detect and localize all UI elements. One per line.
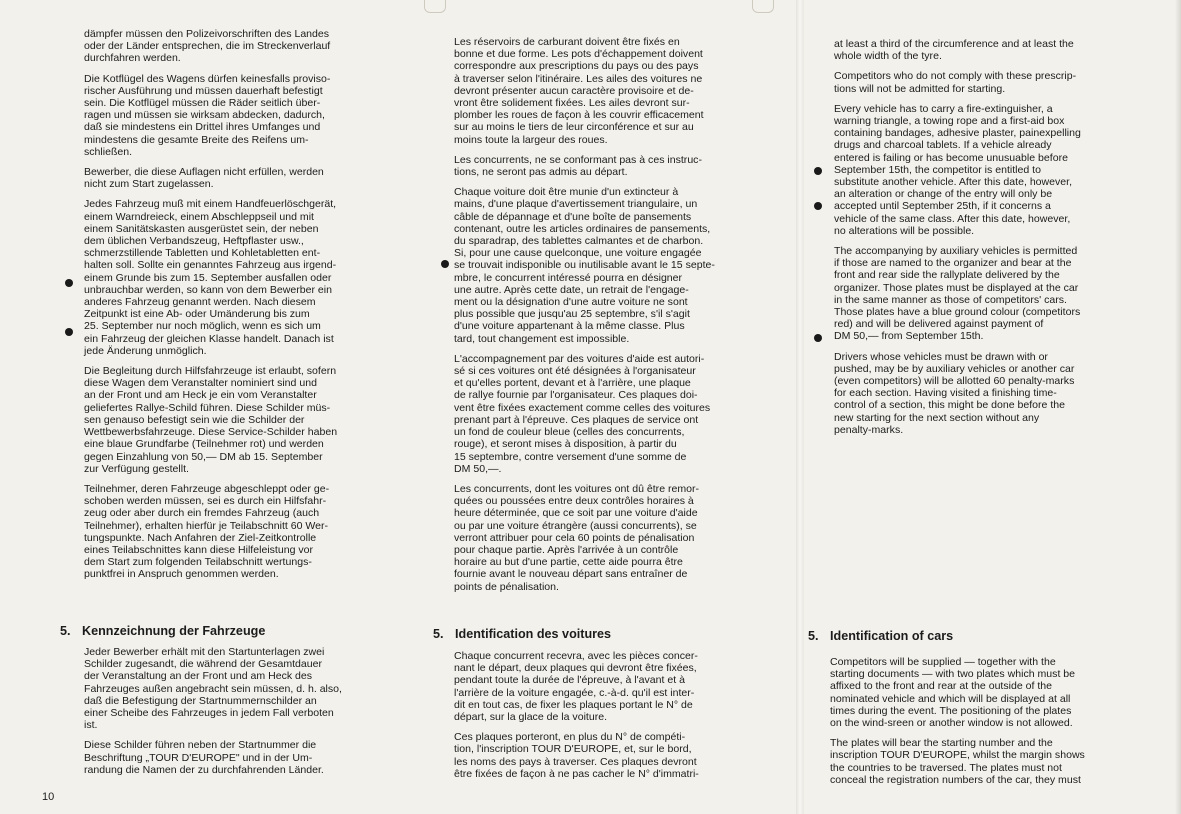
paragraph: Diese Schilder führen neben der Startnummer die Beschriftung „TOUR D'EUROPE" und in der Um- randung die Namen der zu durchfahrenden Länder.	[84, 739, 324, 776]
paragraph: Teilnehmer, deren Fahrzeuge abgeschleppt oder ge- schoben werden müssen, sei es durch ein Hilfsfahr- zeug oder aber durch ein fremdes Fahrzeug (auch Teilnehmer), erhalten hierfür je Teilabschnitt 60 Wer- tungspunkte. Nach Anfahren der Ziel-Zeitkontrolle eines Teilabschnittes kann diese Hilfeleistung vor dem Start zum folgenden Teilabschnitt wertungs- punktfrei in Anspruch genommen werden.	[84, 482, 330, 581]
paragraph: Die Begleitung durch Hilfsfahrzeuge ist erlaubt, sofern diese Wagen dem Veranstalter nominiert sind und an der Front und am Heck je ein vom Veranstalter geliefertes Rallye-Schild führen. Diese Schilder müs- sen genauso befestigt sein wie die Schilder der Wettbewerbsfahrzeuge. Diese Service-Schilder haben eine blaue Grundfarbe (Teilnehmer rot) und werden gegen Einzahlung von 50,— DM ab 15. September zur Verfügung gestellt.	[84, 365, 338, 475]
paragraph: at least a third of the circumference and at least the whole width of the tyre.	[834, 38, 1074, 63]
heading-text: Identification des voitures	[455, 627, 612, 641]
binding-mark	[752, 0, 774, 13]
paragraph: Chaque concurrent recevra, avec les pièces concer- nant le départ, deux plaques qui devront être fixées, pendant toute la durée de l'épreuve, à l'avant et à l'arrière de la voiture engagée, c.-à-d. qu'il est inter- dit en tout cas, de fixer les plaques portant le N° de départ, sur la glace de la voiture.	[454, 650, 698, 724]
english-section-heading	[808, 629, 953, 644]
paragraph: Die Kotflügel des Wagens dürfen keinesfalls proviso- rischer Ausführung und müssen dauerhaft befestigt sein. Die Kotflügel müssen die Räder seitlich über- ragen und müssen sie wirksam abdecken, dadurch, daß sie mindestens ein Drittel ihres Umfanges und mindestens die gesamte Breite des Reifens um- schließen.	[84, 72, 331, 158]
german-section-body	[84, 646, 390, 784]
english-section-body	[830, 656, 1136, 794]
paragraph: Jeder Bewerber erhält mit den Startunterlagen zwei Schilder zugesandt, die während der Gesamtdauer der Veranstaltung an der Front und am Heck des Fahrzeuges außen angebracht sein müssen, d. h. also, daß die Befestigung der Startnummernschilder an einer Scheibe des Fahrzeuges in jedem Fall verboten ist.	[84, 646, 342, 732]
heading-number: 5.	[808, 629, 819, 643]
page-number: 10	[42, 791, 55, 803]
paragraph: Les concurrents, dont les voitures ont dû être remor- quées ou poussées entre deux contrôles horaires à heure déterminée, que ce soit par une voiture d'aide ou par une voiture étrangère (aussi concurrents), se verront attribuer pour cela 60 points de pénalisation pour chaque partie. Après l'arrivée à un contrôle horaire au but d'une partie, cette aide pourra être fournie avant le nouveau départ sans entraîner de points de pénalisation.	[454, 482, 700, 593]
page-gutter	[796, 0, 804, 814]
paragraph: Les réservoirs de carburant doivent être fixés en bonne et due forme. Les pots d'échappement doivent correspondre aux prescriptions du pays ou des pays à traverser selon l'itinéraire. Les ailes des voitures ne devront présenter aucun caractère provisoire et de- vront être solidement fixées. Les ailes devront sur- plomber les roues de façon à les couvrir efficacement sur au moins le tiers de leur circonférence et sur au moins toute la largeur des roues.	[454, 36, 704, 146]
paragraph: Every vehicle has to carry a fire-extinguisher, a warning triangle, a towing rope and a first-aid box containing bandages, adhesive plaster, painexpelling drugs and charcoal tablets. If a vehicle already entered is failing or has become unusuable before September 15th, the competitor is entitled to substitute another vehicle. After this date, however, an alteration or change of the entry will only be accepted until September 25th, if it concerns a vehicle of the same class. After this date, however, no alterations will be possible.	[834, 102, 1081, 237]
paragraph: Drivers whose vehicles must be drawn with or pushed, may be by auxiliary vehicles or another car (even competitors) will be allotted 60 penalty-marks for each section. Having visited a finishing time- control of a section, this might be done before the new starting for the next section without any penalty-marks.	[834, 350, 1075, 436]
binding-mark	[424, 0, 446, 13]
page-edge	[1175, 0, 1181, 814]
heading-number: 5.	[60, 624, 71, 638]
english-column	[834, 38, 1140, 444]
margin-bullet-icon	[814, 202, 822, 210]
margin-bullet-icon	[65, 279, 73, 287]
french-column	[454, 36, 770, 601]
french-section-body	[454, 650, 770, 788]
paragraph: Jedes Fahrzeug muß mit einem Handfeuerlöschgerät, einem Warndreieck, einem Abschleppseil und mit einem Sanitätskasten ausgerüstet sein, der neben dem üblichen Verbandszeug, Heftpflaster usw., schmerzstillende Tabletten und Kohletabletten ent- halten soll. Sollte ein genanntes Fahrzeug aus irgend- einem Grunde bis zum 15. September ausfallen oder unbrauchbar werden, so kann von dem Bewerber ein anderes Fahrzeug genannt werden. Nach diesem Zeitpunkt ist eine Ab- oder Umänderung bis zum 25. September nur noch möglich, wenn es sich um ein Fahrzeug der gleichen Klasse handelt. Danach ist jede Änderung unmöglich.	[84, 198, 337, 357]
german-column	[84, 28, 390, 589]
paragraph: Ces plaques porteront, en plus du N° de compéti- tion, l'inscription TOUR D'EUROPE, et, sur le bord, les noms des pays à traverser. Ces plaques devront être fixées de façon à ne pas cacher le N° d'immatri-	[454, 731, 699, 780]
heading-text: Kennzeichnung der Fahrzeuge	[82, 624, 266, 638]
paragraph: dämpfer müssen den Polizeivorschriften des Landes oder der Länder entsprechen, die im Streckenverlauf durchfahren werden.	[84, 28, 331, 65]
heading-number: 5.	[433, 627, 444, 641]
paragraph: The accompanying by auxiliary vehicles is permitted if those are named to the organizer and bear at the front and rear side the rallyplate delivered by the organizer. Those plates must be displayed at the car in the same manner as those of competitors' cars. Those plates have a blue ground colour (competitors red) and will be delivered against payment of DM 50,— from September 15th.	[834, 245, 1081, 343]
german-section-heading	[60, 624, 265, 639]
paragraph: Bewerber, die diese Auflagen nicht erfüllen, werden nicht zum Start zugelassen.	[84, 166, 324, 191]
margin-bullet-icon	[65, 328, 73, 336]
paragraph: Chaque voiture doit être munie d'un extincteur à mains, d'une plaque d'avertissement triangulaire, un câble de dépannage et d'une boîte de pansements contenant, outre les articles ordinaires de pansements, du sparadrap, des tablettes calmantes et de charbon. Si, pour une cause quelconque, une voiture engagée se trouvait indisponible ou inutilisable avant le 15 septe- mbre, le concurrent intéressé pourra en désigner une autre. Après cette date, un retrait de l'engage- ment ou la désignation d'une autre voiture ne sont plus possible que jusqu'au 25 septembre, s'il s'agit d'une voiture appartenant à la même classe. Plus tard, tout changement est impossible.	[454, 186, 715, 345]
paragraph: Les concurrents, ne se conformant pas à ces instruc- tions, ne seront pas admis au départ.	[454, 153, 702, 179]
paragraph: L'accompagnement par des voitures d'aide est autori- sé si ces voitures ont été désignées à l'organisateur et qu'elles portent, devant et à l'arrière, une plaque de rallye fournie par l'organisateur. Ces plaques doi- vent être fixées exactement comme celles des voitures prenant part à l'épreuve. Ces plaques de service ont un fond de couleur bleue (celles des concurrents, rouge), et seront mises à disposition, à partir du 15 septembre, contre versement d'une somme de DM 50,—.	[454, 352, 711, 475]
paragraph: The plates will bear the starting number and the inscription TOUR D'EUROPE, whilst the margin shows the countries to be traversed. The plates must not conceal the registration numbers of the car, they must	[830, 737, 1085, 786]
paragraph: Competitors who do not comply with these prescrip- tions will not be admitted for starting.	[834, 70, 1077, 95]
heading-text: Identification of cars	[830, 629, 954, 643]
margin-bullet-icon	[814, 167, 822, 175]
margin-bullet-icon	[814, 334, 822, 342]
french-section-heading	[433, 627, 611, 642]
paragraph: Competitors will be supplied — together with the starting documents — with two plates which must be affixed to the front and rear at the outside of the nominated vehicle and which will be displayed at all times during the event. The positioning of the plates on the wind-sreen or another window is not allowed.	[830, 656, 1076, 730]
margin-bullet-icon	[441, 260, 449, 268]
